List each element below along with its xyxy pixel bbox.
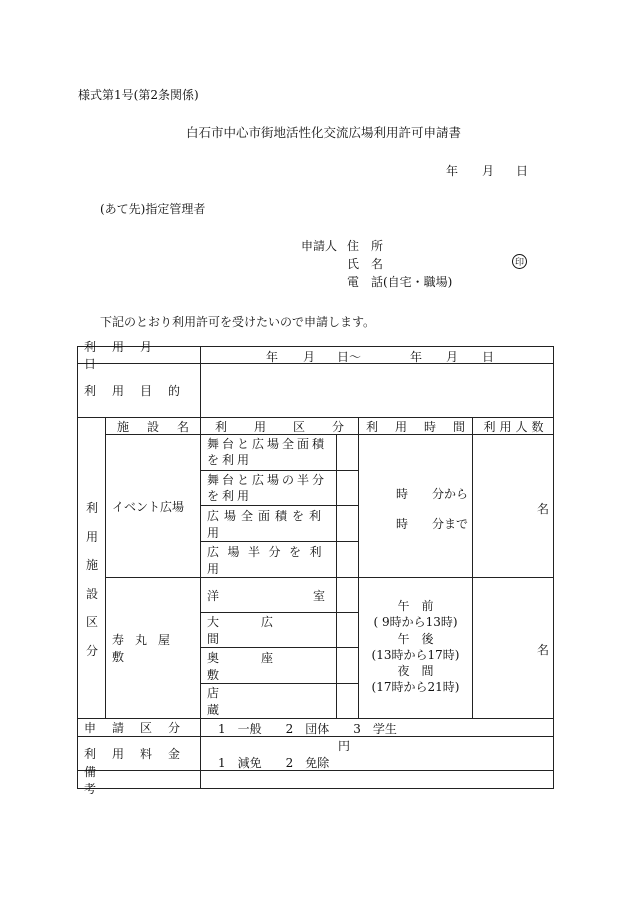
kotobuki-name: 寿丸屋敷: [112, 633, 182, 664]
event-row-3: 広場全面積を利用: [207, 508, 327, 540]
form-number: 様式第1号(第2条関係): [78, 88, 199, 102]
remarks-label: [84, 765, 196, 796]
name-label: 氏 名: [347, 257, 384, 271]
time-pm-range: (13時から17時): [371, 647, 460, 662]
time-am: 午 前: [397, 599, 434, 613]
kotobuki-row-3-text: 奥座敷: [207, 650, 316, 682]
col-divider: [336, 434, 337, 718]
event-time-from: 時 分から: [396, 487, 469, 501]
purpose-label-text: 利用目的: [84, 384, 197, 398]
header-people-text: 利用人数: [483, 419, 548, 434]
event-plaza-name: イベント広場: [112, 499, 185, 514]
fee-options: 1 減免 2 免除: [218, 756, 330, 770]
event-row-4: 広場半分を利用: [207, 544, 331, 576]
use-date-year-2: 年: [410, 350, 423, 364]
date-year: 年: [446, 164, 459, 178]
header-facility: [106, 418, 207, 434]
request-text: 下記のとおり利用許可を受けたいので申請します。: [100, 315, 376, 329]
purpose-label: [84, 364, 196, 417]
time-night-range: (17時から21時): [371, 680, 460, 695]
use-date-month-1: 月: [303, 350, 316, 364]
use-date-year-1: 年: [266, 350, 279, 364]
use-date-day-1: 日〜: [337, 350, 362, 364]
time-am-range: ( 9時から13時): [373, 615, 458, 630]
app-type-options: 1 一般 2 団体 3 学生: [218, 722, 397, 736]
kotobuki-people-unit: 名: [537, 643, 550, 657]
date-day: 日: [516, 164, 529, 178]
kotobuki-row-3: [207, 648, 331, 683]
kotobuki-row-4-text: 店蔵: [207, 686, 314, 717]
time-night: 夜 間: [397, 664, 434, 679]
addressee: (あて先)指定管理者: [100, 202, 206, 216]
use-date-day-2: 日: [482, 350, 495, 364]
kotobuki-row-1-text: 洋室: [207, 588, 420, 603]
use-date-month-2: 月: [446, 350, 459, 364]
kotobuki-row-4: [207, 684, 331, 718]
date-month: 月: [482, 164, 495, 178]
app-type-label: [84, 719, 196, 736]
kotobuki-row-2: [207, 613, 331, 647]
kotobuki-time-block: [359, 598, 472, 696]
header-facility-text: 施設名: [116, 419, 207, 434]
phone-label: 電 話(自宅・職場): [347, 275, 453, 289]
header-time: [359, 418, 482, 434]
kotobuki-row-2-text: 大広間: [207, 615, 316, 646]
fee-label-text: 利用料金: [84, 747, 197, 761]
remarks-label-text: 備考: [84, 765, 179, 796]
event-people-unit: 名: [537, 502, 550, 516]
page-title: 白石市中心市街地活性化交流広場利用許可申請書: [186, 125, 462, 140]
header-category: [201, 418, 371, 434]
header-category-text: 利用区分: [214, 419, 371, 434]
event-time-to: 時 分まで: [396, 517, 469, 531]
header-people: [473, 418, 554, 434]
col-divider: [472, 417, 473, 718]
event-row-2: 舞台と広場の半分を利用: [207, 473, 328, 503]
applicant-label: 申請人: [301, 239, 338, 253]
header-time-text: 利用時間: [365, 419, 482, 434]
event-row-1: 舞台と広場全面積を利用: [207, 437, 328, 467]
seal-icon: 印: [512, 254, 527, 269]
fee-unit: 円: [338, 739, 351, 753]
row-divider: [201, 470, 358, 471]
app-type-label-text: 申請区分: [84, 721, 197, 735]
address-label: 住 所: [347, 239, 384, 253]
time-pm: 午 後: [397, 631, 434, 646]
use-date-label: [84, 339, 194, 371]
col-divider: [105, 417, 106, 718]
col-divider: [200, 346, 201, 789]
use-date-label-text: 利用月日: [84, 339, 169, 371]
seal-mark: [512, 254, 527, 269]
facility-category-side-label: 利用施設区分: [85, 501, 98, 658]
